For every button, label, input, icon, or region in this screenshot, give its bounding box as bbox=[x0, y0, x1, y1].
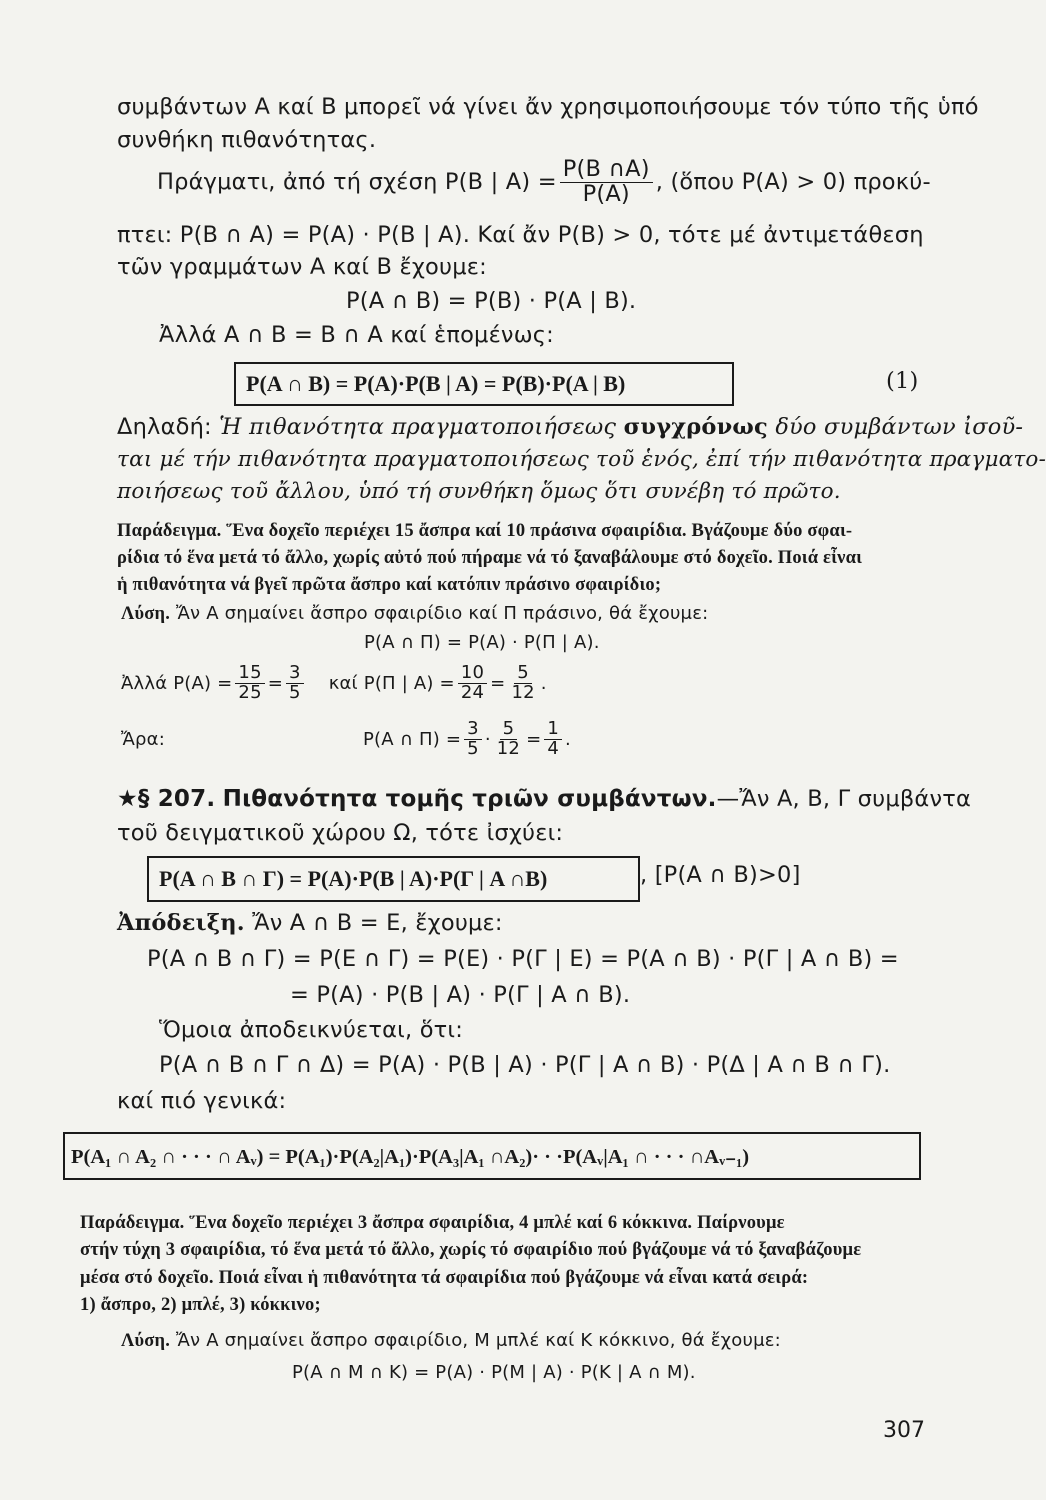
section-after: —Ἄν Α, Β, Γ συμβάντα bbox=[716, 786, 972, 812]
equals: = bbox=[526, 728, 542, 750]
example1-eq-3 bbox=[121, 720, 571, 759]
text-line-4: πτει: P(B ∩ A) = P(A) · P(B | A). Καί ἄν P(B) > 0, τότε μέ ἀντιμετάθεση bbox=[117, 222, 924, 248]
general-line: καί πιό γενικά: bbox=[117, 1088, 287, 1114]
num: 5 bbox=[500, 720, 518, 740]
solution-text: Ἄν Α σημαίνει ἄσπρο σφαιρίδιο, Μ μπλέ καί Κ κόκκινο, θά ἔχουμε: bbox=[175, 1330, 781, 1351]
den: 25 bbox=[238, 681, 262, 703]
den: 24 bbox=[460, 681, 485, 703]
l3-prefix: Πράγματι, ἀπό τή σχέση P(B | A) = bbox=[157, 169, 557, 196]
period: . bbox=[540, 672, 547, 694]
boxed-formula-3: P(A₁ ∩ A₂ ∩ · · · ∩ Aᵥ) = P(A₁)·P(A₂|A₁)·P(A₃|A₁ ∩A₂)· · ·P(Aᵥ|A₁ ∩ · · · ∩Aᵥ₋₁) bbox=[63, 1132, 921, 1180]
solution-label: Λύση. bbox=[121, 604, 171, 624]
proof-text: Ἄν A ∩ B = E, ἔχουμε: bbox=[252, 910, 503, 936]
fraction-5-12b bbox=[494, 720, 523, 759]
period: . bbox=[565, 728, 571, 750]
proof-label: Ἀπόδειξη. bbox=[117, 910, 245, 936]
example2-line-1: Παράδειγμα. Ἕνα δοχεῖο περιέχει 3 ἄσπρα σφαιρίδια, 4 μπλέ καί 6 κόκκινα. Παίρνουμε bbox=[80, 1213, 785, 1233]
den: 5 bbox=[467, 737, 479, 759]
frac-numerator: P(B ∩A) bbox=[560, 158, 653, 183]
example2-line-4: 1) ἄσπρο, 2) μπλέ, 3) κόκκινο; bbox=[80, 1295, 321, 1315]
num: 15 bbox=[235, 664, 264, 684]
equals: = bbox=[490, 672, 506, 694]
equation-tag-1: (1) bbox=[886, 368, 919, 394]
num: 3 bbox=[286, 664, 304, 684]
eq2-prefix: Ἀλλά P(A) = bbox=[121, 672, 233, 694]
solution-text: Ἄν Α σημαίνει ἄσπρο σφαιρίδιο καί Π πράσινο, θά ἔχουμε: bbox=[175, 603, 709, 624]
fraction-1-4 bbox=[544, 720, 562, 759]
frac-denominator: P(A) bbox=[582, 180, 630, 207]
example2-line-3: μέσα στό δοχεῖο. Ποιά εἶναι ἡ πιθανότητα τά σφαιρίδια πού βγάζουμε νά εἶναι κατά σειρά: bbox=[80, 1268, 809, 1288]
example2-eq-1: P(A ∩ M ∩ K) = P(A) · P(M | A) · P(K | A ∩ M). bbox=[292, 1362, 696, 1383]
boxed-formula-2: P(A ∩ B ∩ Γ) = P(A)·P(B | A)·P(Γ | A ∩B) bbox=[147, 856, 640, 902]
eq3-label: Ἄρα: bbox=[121, 728, 165, 750]
text-line-3 bbox=[157, 158, 931, 206]
eq2-mid: καί P(Π | A) = bbox=[328, 672, 455, 694]
num: 3 bbox=[464, 720, 482, 740]
solution-label: Λύση. bbox=[121, 1331, 171, 1351]
proof-eq-3: P(A ∩ B ∩ Γ ∩ Δ) = P(A) · P(B | A) · P(Γ | A ∩ B) · P(Δ | A ∩ B ∩ Γ). bbox=[159, 1052, 891, 1078]
l8-italic-2: δύο συμβάντων ἰσοῦ- bbox=[775, 414, 1024, 440]
l8-prefix: Δηλαδή: bbox=[117, 414, 220, 440]
text-line-10: ποιήσεως τοῦ ἄλλου, ὑπό τή συνθήκη ὅμως ὅτι συνέβη τό πρῶτο. bbox=[117, 479, 841, 504]
similar-line: Ὅμοια ἀποδεικνύεται, ὅτι: bbox=[159, 1017, 464, 1043]
box2-condition: , [P(A ∩ B)>0] bbox=[640, 862, 801, 888]
times: · bbox=[484, 728, 491, 750]
fraction-3-5b bbox=[464, 720, 482, 759]
example1-line-2: ρίδια τό ἕνα μετά τό ἄλλο, χωρίς αὐτό πού πήραμε νά τό ξαναβάλουμε στό δοχεῖο. Ποιά εἶναι bbox=[117, 548, 863, 568]
fraction-3-5 bbox=[286, 664, 304, 703]
equals: = bbox=[267, 672, 284, 694]
proof-eq-1: P(A ∩ B ∩ Γ) = P(E ∩ Γ) = P(E) · P(Γ | E) = P(A ∩ B) · P(Γ | A ∩ B) = bbox=[147, 946, 899, 972]
equation-swap: P(A ∩ B) = P(B) · P(A | B). bbox=[346, 288, 637, 314]
fraction-conditional bbox=[560, 158, 653, 206]
example2-line-2: στήν τύχη 3 σφαιρίδια, τό ἕνα μετά τό ἄλλο, χωρίς τό σφαιρίδιο πού βγάζουμε νά τό ξαναβάζουμε bbox=[80, 1240, 862, 1260]
proof-line bbox=[117, 910, 503, 936]
l8-italic: Ἡ πιθανότητα πραγματοποιήσεως bbox=[219, 414, 617, 440]
text-line-1: συμβάντων Α καί Β μπορεῖ νά γίνει ἄν χρησιμοποιήσουμε τόν τύπο τῆς ὑπό bbox=[117, 94, 979, 120]
den: 12 bbox=[496, 737, 521, 759]
example2-solution bbox=[121, 1330, 781, 1352]
boxed-formula-1: P(A ∩ B) = P(A)·P(B | A) = P(B)·P(A | B) bbox=[234, 362, 734, 406]
fraction-10-24 bbox=[458, 664, 487, 703]
l3-suffix: , (ὅπου P(A) > 0) προκύ- bbox=[655, 169, 931, 196]
example1-solution bbox=[121, 603, 708, 625]
example1-eq-2 bbox=[121, 664, 547, 703]
example1-line-3: ἡ πιθανότητα νά βγεῖ πρῶτα ἄσπρο καί κατόπιν πράσινο σφαιρίδιο; bbox=[117, 575, 662, 595]
den: 4 bbox=[547, 737, 560, 759]
num: 1 bbox=[544, 720, 562, 740]
example1-eq-1: P(A ∩ Π) = P(A) · P(Π | A). bbox=[364, 632, 600, 653]
example1-line-1: Παράδειγμα. Ἕνα δοχεῖο περιέχει 15 ἄσπρα καί 10 πράσινα σφαιρίδια. Βγάζουμε δύο σφαι- bbox=[117, 521, 853, 541]
den: 5 bbox=[289, 681, 301, 703]
eq3-prefix: P(A ∩ Π) = bbox=[363, 728, 462, 750]
proof-eq-2: = P(A) · P(B | A) · P(Γ | A ∩ B). bbox=[290, 982, 631, 1008]
l8-bold: συγχρόνως bbox=[623, 414, 768, 440]
page-number: 307 bbox=[883, 1418, 925, 1443]
section-title: Πιθανότητα τομῆς τριῶν συμβάντων. bbox=[222, 786, 717, 812]
text-line-8 bbox=[117, 414, 1023, 440]
fraction-5-12 bbox=[508, 664, 537, 703]
den: 12 bbox=[511, 681, 535, 703]
fraction-15-25 bbox=[235, 664, 264, 703]
section-heading bbox=[117, 786, 971, 812]
num: 5 bbox=[514, 664, 532, 684]
section-number: ★§ 207. bbox=[117, 786, 216, 812]
text-line-2: συνθήκη πιθανότητας. bbox=[117, 127, 377, 153]
text-line-7: Ἀλλά A ∩ B = B ∩ A καί ἑπομένως: bbox=[159, 322, 554, 348]
text-line-5: τῶν γραμμάτων Α καί Β ἔχουμε: bbox=[117, 254, 487, 280]
section-line-2: τοῦ δειγματικοῦ χώρου Ω, τότε ἰσχύει: bbox=[117, 820, 564, 846]
num: 10 bbox=[458, 664, 487, 684]
text-line-9: ται μέ τήν πιθανότητα πραγματοποιήσεως τοῦ ἑνός, ἐπί τήν πιθανότητα πραγματο- bbox=[117, 447, 1046, 472]
